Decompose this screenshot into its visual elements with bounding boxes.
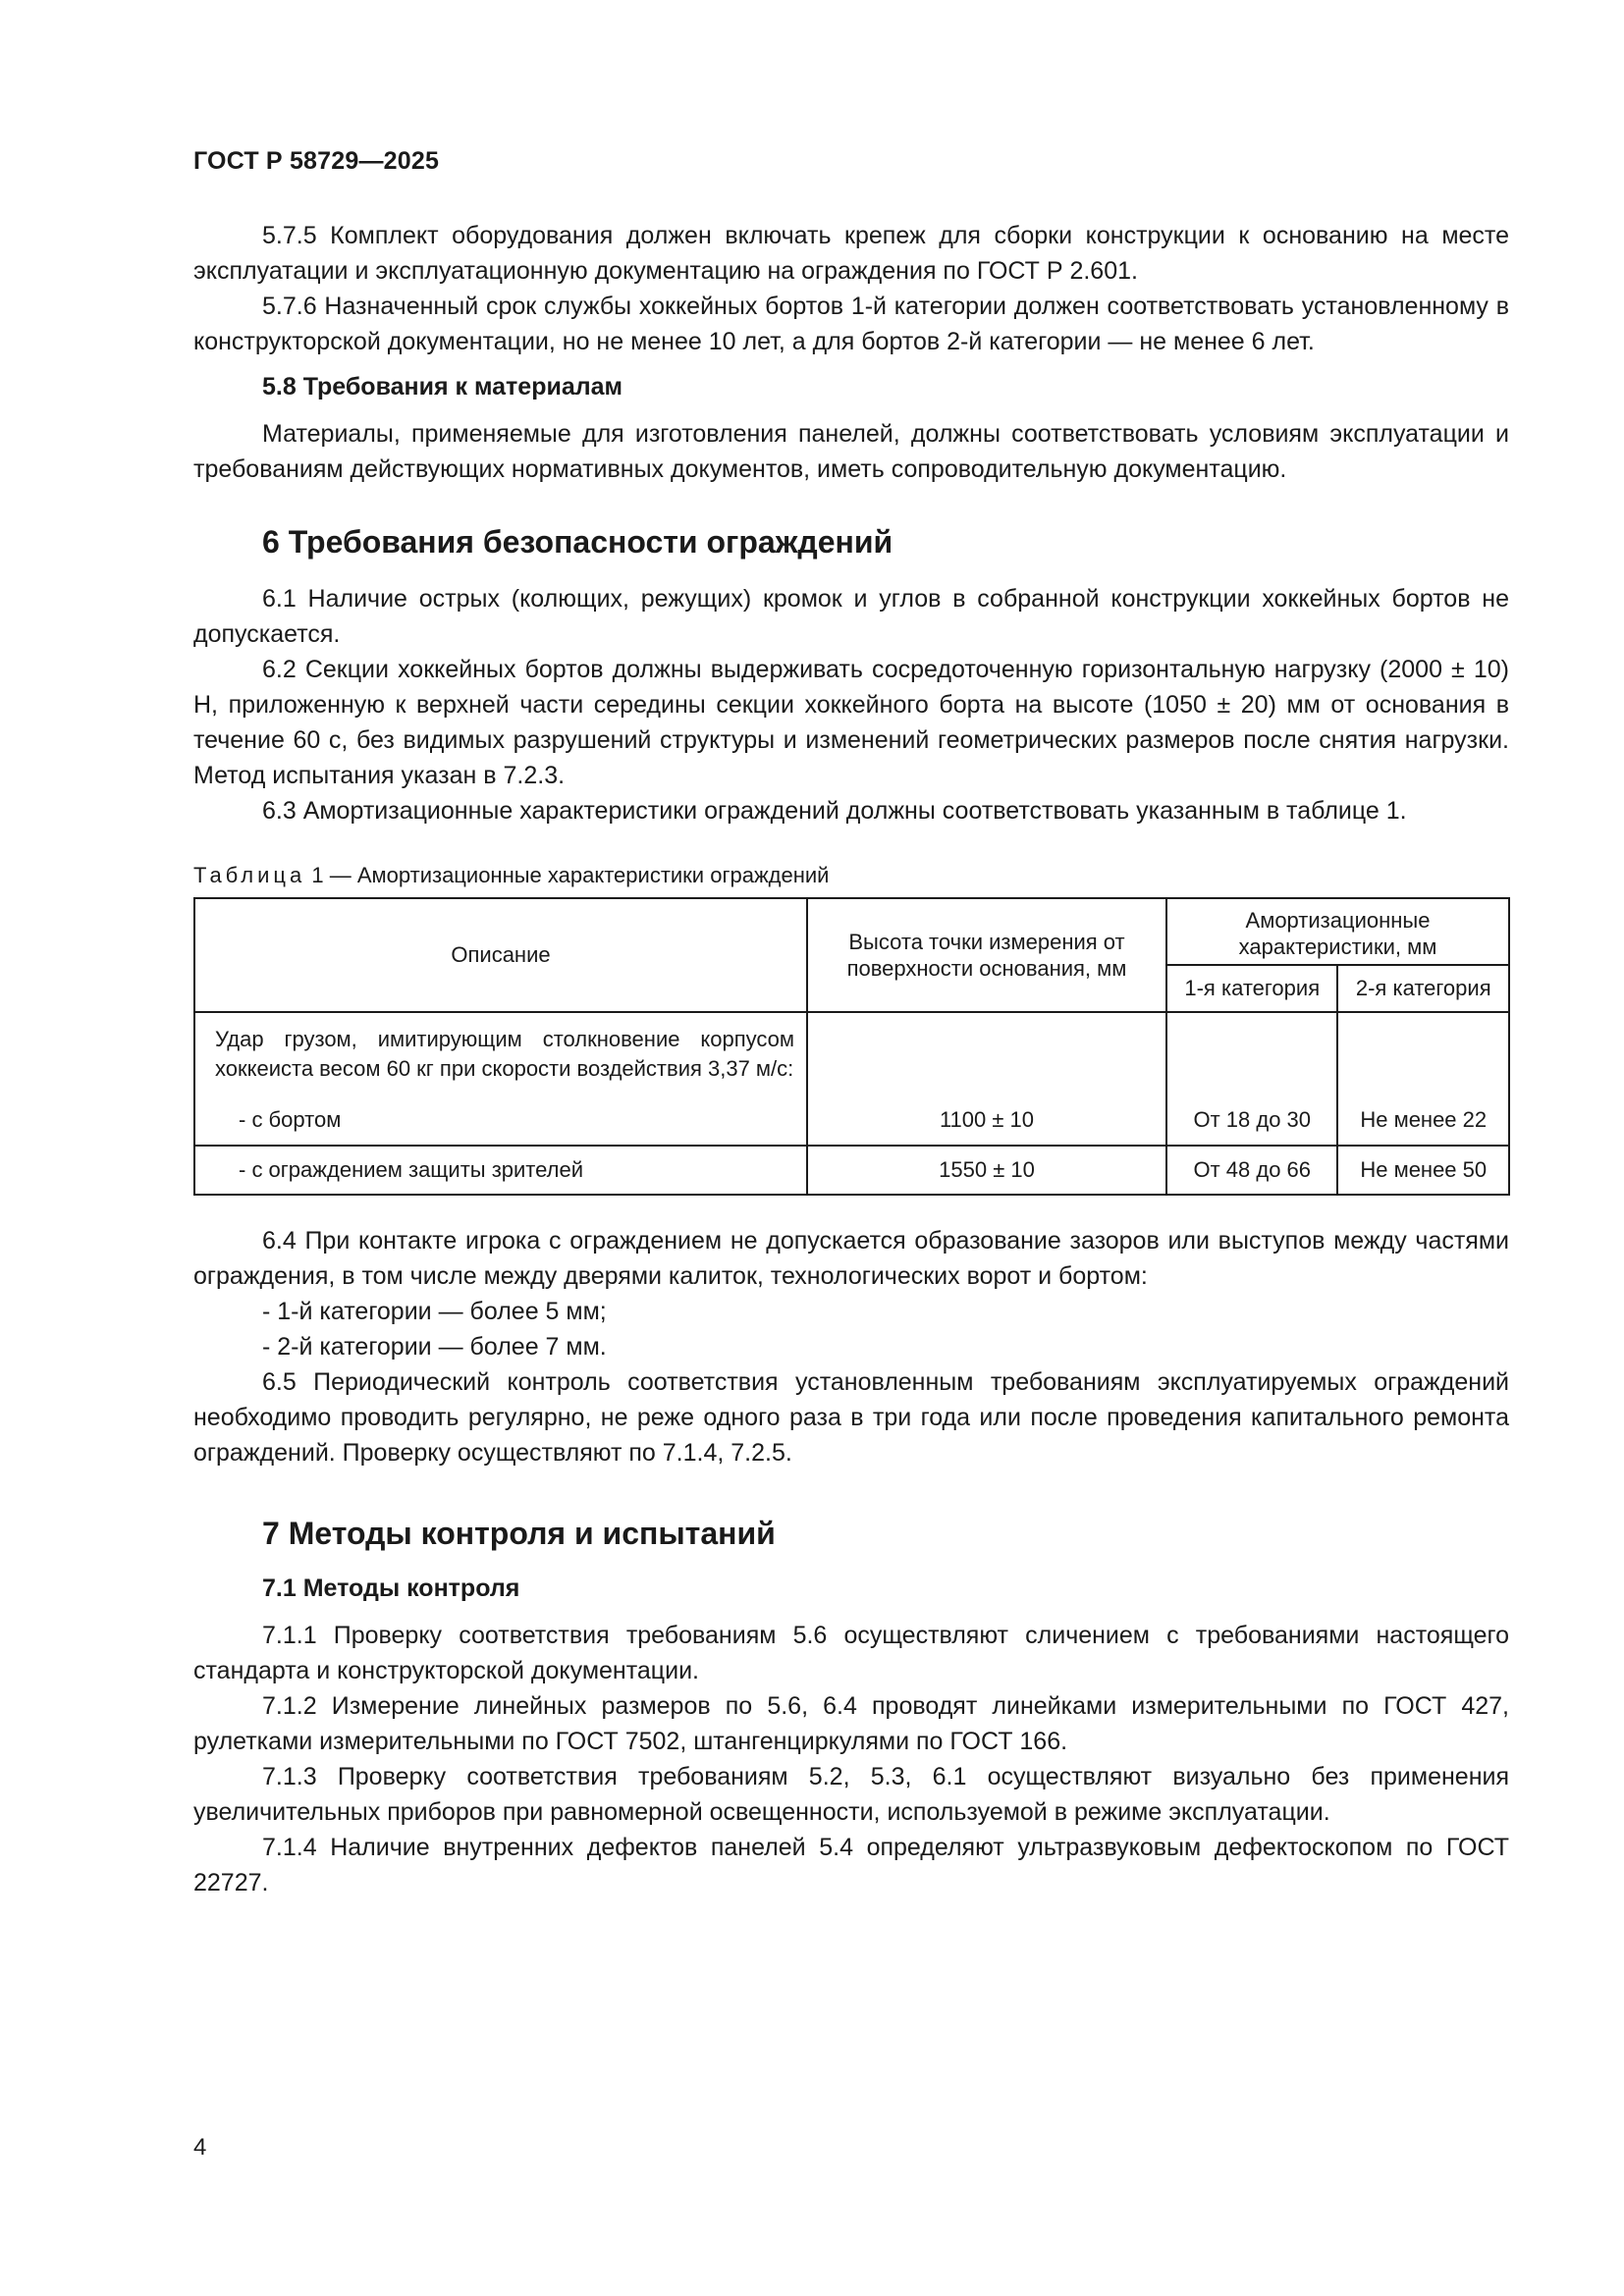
table-cell-height: 1550 ± 10 xyxy=(807,1146,1166,1195)
page-content xyxy=(193,218,1509,1900)
table-header-amortization: Амортизационные характеристики, мм xyxy=(1166,898,1509,965)
subsection-heading-7-1: 7.1 Методы контроля xyxy=(262,1575,520,1602)
table-cell-empty xyxy=(1337,1012,1509,1095)
table-row xyxy=(194,1146,1509,1195)
paragraph-7-1-4: 7.1.4 Наличие внутренних дефектов панелей 5.4 определяют ультразвуковым дефектоскопом по ГОСТ 22727. xyxy=(193,1834,1509,1896)
table-cell-impact-description: Удар грузом, имитирующим столкновение корпусом хоккеиста весом 60 кг при скорости воздействия 3,37 м/с: xyxy=(194,1012,807,1095)
table-row xyxy=(194,1095,1509,1146)
table-cell-label: - с бортом xyxy=(194,1095,807,1146)
paragraph-6-4: 6.4 При контакте игрока с ограждением не допускается образование зазоров или выступов между частями ограждения, в том числе между дверями калиток, технологических ворот и бортом: xyxy=(193,1227,1509,1290)
paragraph-5-8: Материалы, применяемые для изготовления панелей, должны соответствовать условиям эксплуатации и требованиям действующих нормативных документов, иметь сопроводительную документацию. xyxy=(193,420,1509,483)
table-cell-height: 1100 ± 10 xyxy=(807,1095,1166,1146)
paragraph-6-3: 6.3 Амортизационные характеристики ограждений должны соответствовать указанным в таблице 1. xyxy=(262,797,1407,825)
table-caption-title: 1 — Амортизационные характеристики ограждений xyxy=(305,863,830,887)
paragraph-5-7-6: 5.7.6 Назначенный срок службы хоккейных бортов 1-й категории должен соответствовать установленному в конструкторской документации, но не менее 10 лет, а для бортов 2-й категории — не менее 6 лет. xyxy=(193,293,1509,355)
paragraph-5-7-5: 5.7.5 Комплект оборудования должен включать крепеж для сборки конструкции к основанию на месте эксплуатации и эксплуатационную документацию на ограждения по ГОСТ Р 2.601. xyxy=(193,222,1509,285)
table-cell-category-2: Не менее 50 xyxy=(1337,1146,1509,1195)
table-cell-category-2: Не менее 22 xyxy=(1337,1095,1509,1146)
list-item: - 1-й категории — более 5 мм; xyxy=(262,1298,607,1325)
page-number: 4 xyxy=(193,2134,207,2161)
table-cell-empty xyxy=(807,1012,1166,1095)
paragraph-7-1-3: 7.1.3 Проверку соответствия требованиям 5.2, 5.3, 6.1 осуществляют визуально без применения увеличительных приборов при равномерной освещенности, используемой в режиме эксплуатации. xyxy=(193,1763,1509,1826)
section-heading-6: 6 Требования безопасности ограждений xyxy=(262,524,893,560)
list-item: - 2-й категории — более 7 мм. xyxy=(262,1333,607,1361)
table-header-description: Описание xyxy=(194,898,807,1012)
table-caption xyxy=(193,862,1509,889)
table-cell-empty xyxy=(1166,1012,1337,1095)
paragraph-6-2: 6.2 Секции хоккейных бортов должны выдерживать сосредоточенную горизонтальную нагрузку (2000 ± 10) Н, приложенную к верхней части середины секции хоккейного борта на высоте (1050 ± 20) мм от основания в течение 60 с, без видимых разрушений структуры и изменений геометрических размеров после снятия нагрузки. Метод испытания указан в 7.2.3. xyxy=(193,656,1509,789)
table-cell-category-1: От 48 до 66 xyxy=(1166,1146,1337,1195)
subsection-heading-5-8: 5.8 Требования к материалам xyxy=(262,373,623,400)
paragraph-7-1-2: 7.1.2 Измерение линейных размеров по 5.6, 6.4 проводят линейками измерительными по ГОСТ 427, рулетками измерительными по ГОСТ 7502, штангенциркулями по ГОСТ 166. xyxy=(193,1692,1509,1755)
amortization-table xyxy=(193,897,1510,1196)
table-header-category-2: 2-я категория xyxy=(1337,965,1509,1012)
table-header-category-1: 1-я категория xyxy=(1166,965,1337,1012)
table-caption-label: Таблица xyxy=(193,863,306,887)
section-heading-7: 7 Методы контроля и испытаний xyxy=(262,1516,776,1551)
table-cell-label: - с ограждением защиты зрителей xyxy=(194,1146,807,1195)
table-cell-category-1: От 18 до 30 xyxy=(1166,1095,1337,1146)
table-header-height: Высота точки измерения от поверхности основания, мм xyxy=(807,898,1166,1012)
paragraph-7-1-1: 7.1.1 Проверку соответствия требованиям 5.6 осуществляют сличением с требованиями настоящего стандарта и конструкторской документации. xyxy=(193,1622,1509,1684)
paragraph-6-5: 6.5 Периодический контроль соответствия установленным требованиям эксплуатируемых ограждений необходимо проводить регулярно, не реже одного раза в три года или после проведения капитального ремонта ограждений. Проверку осуществляют по 7.1.4, 7.2.5. xyxy=(193,1368,1509,1467)
document-header: ГОСТ Р 58729—2025 xyxy=(193,147,440,175)
paragraph-6-1: 6.1 Наличие острых (колющих, режущих) кромок и углов в собранной конструкции хоккейных бортов не допускается. xyxy=(193,585,1509,648)
